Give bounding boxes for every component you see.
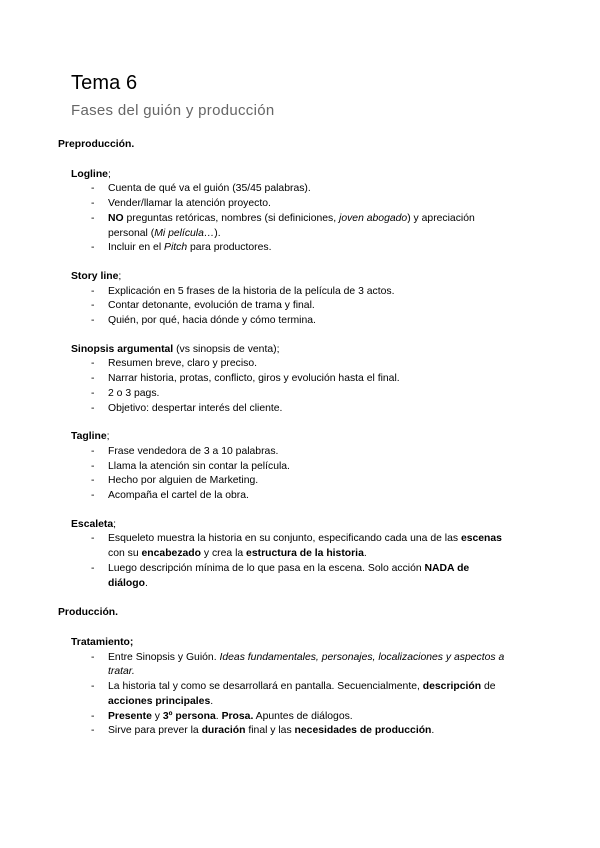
- section-heading: [71, 636, 600, 651]
- dash-bullet-icon: -: [91, 651, 95, 663]
- text-run: Entre Sinopsis y Guión.: [108, 651, 220, 663]
- dash-bullet-icon: -: [91, 725, 95, 737]
- text-run: La historia tal y como se desarrollará en pantalla. Secuencialmente,: [108, 681, 423, 693]
- spacer: [0, 256, 600, 270]
- spacer: [0, 153, 600, 168]
- dash-bullet-icon: -: [91, 242, 95, 254]
- text-run: .: [431, 725, 435, 737]
- text-run: .: [215, 710, 222, 722]
- list-item: [71, 182, 508, 197]
- section: [71, 343, 600, 417]
- text-run: y: [151, 710, 163, 722]
- list-item: [71, 724, 508, 739]
- spacer: [0, 416, 600, 430]
- part-heading: Producción.: [58, 607, 119, 619]
- text-run: Resumen breve, claro y preciso.: [108, 358, 257, 370]
- dash-bullet-icon: -: [91, 533, 95, 545]
- part-heading: Preproducción.: [58, 139, 135, 150]
- dash-bullet-icon: -: [91, 373, 95, 385]
- list-item: [71, 532, 508, 561]
- bold-text: Story line: [71, 270, 119, 282]
- bold-text: acciones principales: [108, 695, 211, 707]
- section-heading: [71, 518, 600, 533]
- text-run: Llama la atención sin contar la película.: [108, 460, 290, 472]
- bold-text: duración: [201, 725, 246, 737]
- dash-bullet-icon: -: [91, 387, 95, 399]
- bullet-list: [71, 357, 600, 416]
- dash-bullet-icon: -: [91, 475, 95, 487]
- dash-bullet-icon: -: [91, 198, 95, 210]
- dash-bullet-icon: -: [91, 315, 95, 327]
- text-run: con su: [108, 548, 142, 560]
- text-run: .: [363, 548, 367, 560]
- bold-text: NO: [108, 212, 124, 224]
- dash-bullet-icon: -: [91, 562, 95, 574]
- text-run: Esqueleto muestra la historia en su conjunto, especificando cada una de las: [108, 533, 461, 545]
- dash-bullet-icon: -: [91, 460, 95, 472]
- spacer: [0, 621, 600, 636]
- bullet-list: [71, 532, 600, 591]
- list-item: [71, 197, 508, 212]
- document-body: [0, 138, 600, 739]
- bold-text: escenas: [460, 533, 502, 545]
- section: [71, 270, 600, 329]
- text-run: 2 o 3 pags.: [108, 387, 160, 399]
- text-run: Objetivo: despertar interés del cliente.: [108, 402, 283, 414]
- text-run: Apuntes de diálogos.: [253, 710, 353, 722]
- dash-bullet-icon: -: [91, 300, 95, 312]
- text-run: Hecho por alguien de Marketing.: [108, 475, 259, 487]
- text-run: (vs sinopsis de venta);: [173, 343, 280, 355]
- text-run: Cuenta de qué va el guión (35/45 palabras).: [108, 183, 311, 195]
- bold-text: encabezado: [141, 548, 201, 560]
- italic-text: joven abogado: [339, 212, 408, 224]
- bold-text: Escaleta: [71, 518, 114, 530]
- bullet-list: [71, 651, 600, 739]
- bullet-list: [71, 285, 600, 329]
- text-run: Vender/llamar la atención proyecto.: [108, 198, 271, 210]
- text-run: Explicación en 5 frases de la historia de la película de 3 actos.: [108, 285, 395, 297]
- bold-text: Presente: [108, 710, 152, 722]
- list-item: [71, 474, 508, 489]
- text-run: de: [481, 681, 496, 693]
- dash-bullet-icon: -: [91, 183, 95, 195]
- list-item: [71, 357, 508, 372]
- text-run: Luego descripción mínima de lo que pasa en la escena. Solo acción: [108, 562, 425, 574]
- bold-text: Tratamiento;: [71, 636, 134, 648]
- dash-bullet-icon: -: [91, 490, 95, 502]
- bold-text: Sinopsis argumental: [71, 343, 174, 355]
- section: [71, 636, 600, 739]
- list-item: [71, 562, 508, 591]
- section-heading: [71, 430, 600, 445]
- section: [71, 430, 600, 504]
- spacer: [0, 329, 600, 343]
- text-run: Acompaña el cartel de la obra.: [108, 490, 249, 502]
- list-item: [71, 651, 508, 680]
- dash-bullet-icon: -: [91, 358, 95, 370]
- italic-text: Mi película…: [154, 227, 215, 239]
- section-heading: [71, 343, 600, 358]
- dash-bullet-icon: -: [91, 212, 95, 224]
- list-item: [71, 402, 508, 417]
- text-run: final y las: [245, 725, 295, 737]
- dash-bullet-icon: -: [91, 710, 95, 722]
- list-item: [71, 372, 508, 387]
- text-run: Narrar historia, protas, conflicto, giros y evolución hasta el final.: [108, 373, 400, 385]
- text-run: Sirve para prever la: [108, 725, 202, 737]
- list-item: [71, 241, 508, 256]
- bold-text: NADA de diálogo: [108, 562, 470, 589]
- section: [71, 518, 600, 592]
- list-item: [71, 299, 508, 314]
- bold-text: estructura de la historia: [246, 548, 364, 560]
- list-item: [71, 445, 508, 460]
- list-item: [71, 387, 508, 402]
- list-item: [71, 285, 508, 300]
- italic-text: Pitch: [164, 242, 188, 254]
- bold-text: necesidades de producción: [294, 725, 432, 737]
- bullet-list: [71, 445, 600, 504]
- italic-text: Ideas fundamentales, personajes, localizaciones y aspectos a tratar.: [108, 651, 505, 678]
- section: [71, 168, 600, 256]
- spacer: [0, 591, 600, 606]
- list-item: [71, 460, 508, 475]
- text-run: y crea la: [201, 548, 247, 560]
- list-item: [71, 212, 508, 241]
- text-run: ;: [118, 270, 122, 282]
- text-run: Quién, por qué, hacia dónde y cómo termina.: [108, 315, 316, 327]
- dash-bullet-icon: -: [91, 285, 95, 297]
- text-run: para productores.: [187, 242, 272, 254]
- section-heading: [71, 168, 600, 183]
- dash-bullet-icon: -: [91, 445, 95, 457]
- dash-bullet-icon: -: [91, 402, 95, 414]
- text-run: ;: [113, 518, 117, 530]
- dash-bullet-icon: -: [91, 681, 95, 693]
- bold-text: Tagline: [71, 431, 107, 443]
- text-run: .: [144, 577, 148, 589]
- list-item: [71, 314, 508, 329]
- spacer: [0, 504, 600, 518]
- bold-text: 3º persona: [162, 710, 216, 722]
- page-title: Tema 6: [71, 72, 138, 94]
- text-run: Frase vendedora de 3 a 10 palabras.: [108, 445, 279, 457]
- text-run: Incluir en el: [108, 242, 165, 254]
- bold-text: Prosa.: [221, 710, 254, 722]
- text-run: ;: [106, 431, 110, 443]
- bold-text: descripción: [422, 681, 482, 693]
- list-item: [71, 489, 508, 504]
- text-run: preguntas retóricas, nombres (si definiciones,: [123, 212, 340, 224]
- bold-text: Logline: [71, 168, 108, 180]
- text-run: Contar detonante, evolución de trama y final.: [108, 300, 315, 312]
- bullet-list: [71, 182, 600, 256]
- list-item: [71, 680, 508, 709]
- page-subtitle: Fases del guión y producción: [71, 102, 275, 119]
- section-heading: [71, 270, 600, 285]
- text-run: ).: [214, 227, 221, 239]
- text-run: .: [210, 695, 214, 707]
- text-run: ;: [107, 168, 111, 180]
- text-run: ) y apreciación personal (: [108, 212, 475, 239]
- list-item: [71, 710, 508, 725]
